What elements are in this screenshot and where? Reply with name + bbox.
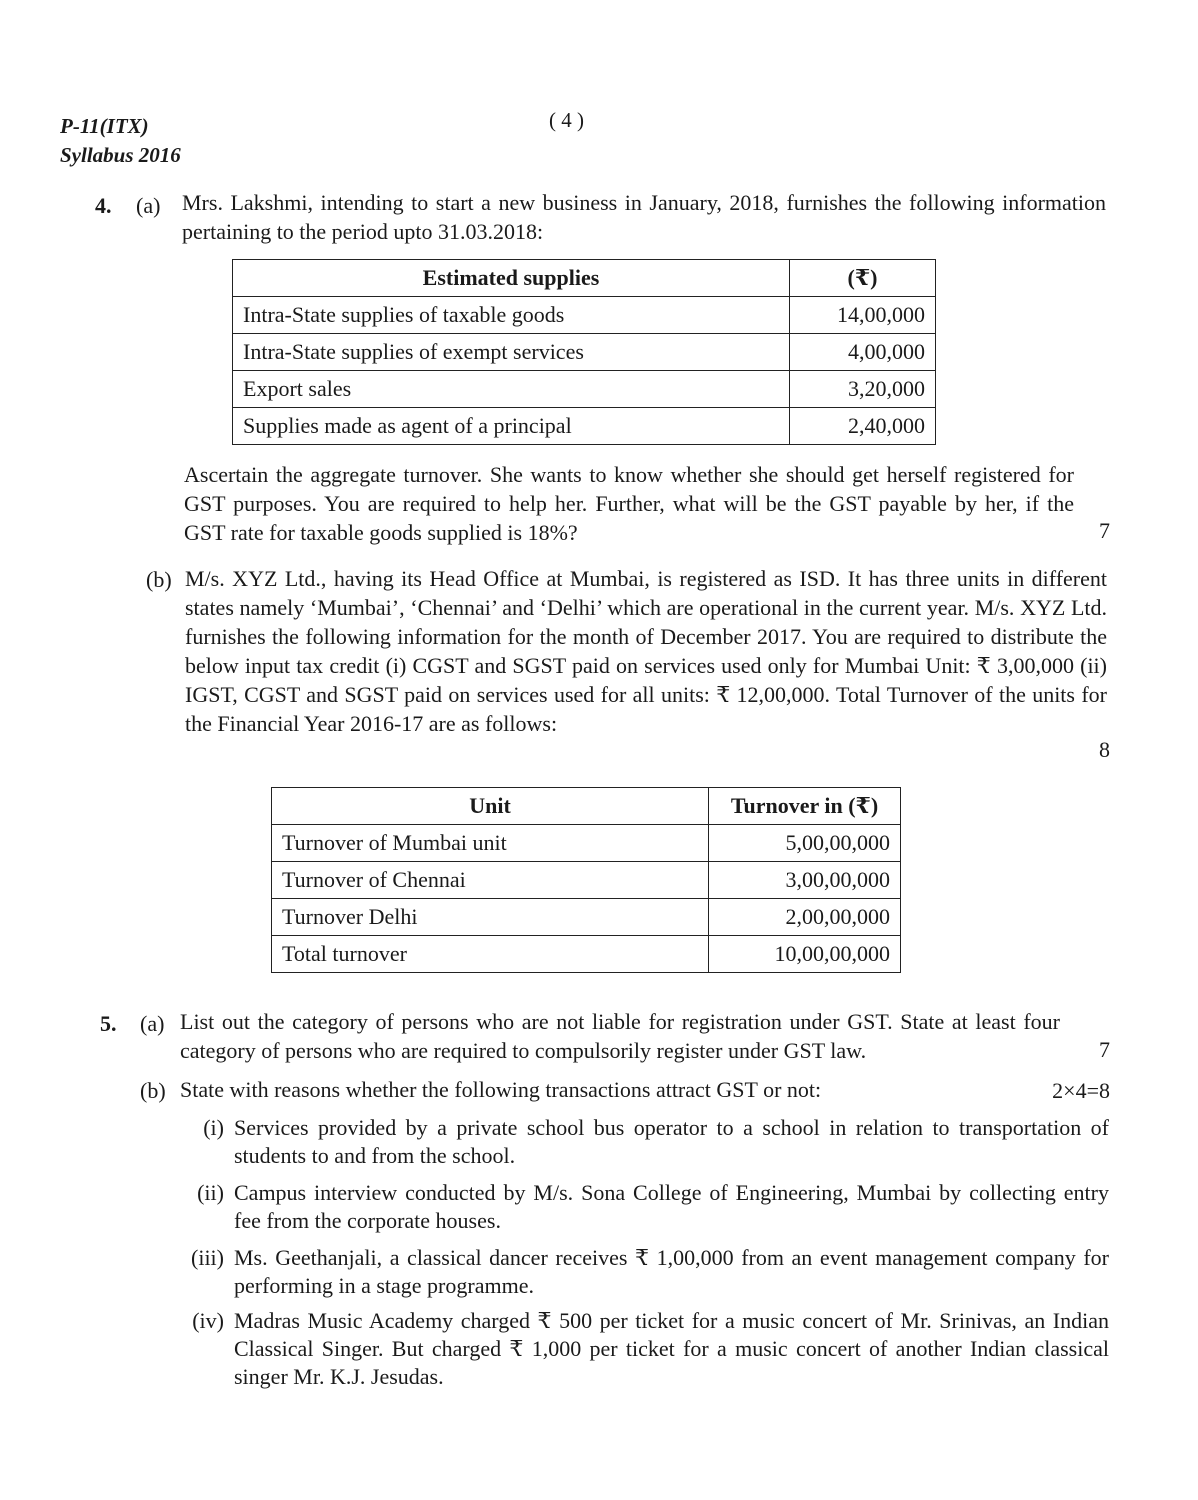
- q4a-intro: Mrs. Lakshmi, intending to start a new business in January, 2018, furnishes the following information pertaining to the period upto 31.03.2018:: [182, 190, 1106, 244]
- syllabus-year: Syllabus 2016: [60, 143, 181, 167]
- table-row: [233, 408, 936, 445]
- q4b-label: (b): [146, 567, 172, 592]
- table-row: [233, 334, 936, 371]
- table-cell: Intra-State supplies of exempt services: [233, 334, 790, 371]
- table-cell: Supplies made as agent of a principal: [233, 408, 790, 445]
- table-header-row: [272, 788, 901, 825]
- q5b-marks: 2×4=8: [1052, 1078, 1110, 1103]
- q5b-item-label: (ii): [197, 1180, 224, 1205]
- table-cell: 2,40,000: [790, 408, 936, 445]
- table-cell: Turnover Delhi: [272, 899, 709, 936]
- table-cell: Total turnover: [272, 936, 709, 973]
- q4b-text: M/s. XYZ Ltd., having its Head Office at Mumbai, is registered as ISD. It has three units in different states namely ‘Mumbai’, ‘Chennai’ and ‘Delhi’ which are operational in the current year. M/s. XYZ Ltd. furnishes the following information for the month of December 2017. You are required to distribute the below input tax credit (i) CGST and SGST paid on services used only for Mumbai Unit: ₹ 3,00,000 (ii) IGST, CGST and SGST paid on services used for all units: ₹ 12,00,000. Total Turnover of the units for the Financial Year 2016-17 are as follows:: [185, 566, 1107, 736]
- column-header: Unit: [272, 788, 709, 825]
- table-cell: 4,00,000: [790, 334, 936, 371]
- table-row: [233, 297, 936, 334]
- table-cell: Export sales: [233, 371, 790, 408]
- column-header: Turnover in (₹): [709, 788, 901, 825]
- unit-turnover-table: [271, 787, 901, 973]
- estimated-supplies-table: [232, 259, 936, 445]
- q5b-text: State with reasons whether the following transactions attract GST or not:: [180, 1077, 822, 1102]
- column-header: Estimated supplies: [233, 260, 790, 297]
- q5a-text: List out the category of persons who are not liable for registration under GST. State at least four category of persons who are required to compulsorily register under GST law.: [180, 1009, 1060, 1063]
- table-cell: 2,00,00,000: [709, 899, 901, 936]
- question-5-number: 5.: [100, 1011, 117, 1036]
- q5b-item-text: Ms. Geethanjali, a classical dancer receives ₹ 1,00,000 from an event management company for performing in a stage programme.: [234, 1245, 1109, 1298]
- q5b-item-label: (i): [203, 1115, 224, 1140]
- table-cell: Turnover of Mumbai unit: [272, 825, 709, 862]
- table-cell: Intra-State supplies of taxable goods: [233, 297, 790, 334]
- paper-header: [60, 112, 181, 170]
- table-cell: 14,00,000: [790, 297, 936, 334]
- table-cell: 3,20,000: [790, 371, 936, 408]
- column-header: (₹): [790, 260, 936, 297]
- table-row: [233, 371, 936, 408]
- table-row: [272, 899, 901, 936]
- table-cell: 5,00,00,000: [709, 825, 901, 862]
- paper-code: P-11(ITX): [60, 114, 149, 138]
- q4a-question: Ascertain the aggregate turnover. She wants to know whether she should get herself registered for GST purposes. You are required to help her. Further, what will be the GST payable by her, if the GST rate for taxable goods supplied is 18%?: [184, 462, 1074, 545]
- q5b-item-label: (iii): [191, 1245, 224, 1270]
- q5b-item-text: Campus interview conducted by M/s. Sona College of Engineering, Mumbai by collecting entry fee from the corporate houses.: [234, 1180, 1109, 1233]
- q5b-item-text: Services provided by a private school bus operator to a school in relation to transportation of students to and from the school.: [234, 1115, 1109, 1168]
- q5b-item-label: (iv): [192, 1308, 224, 1333]
- table-row: [272, 936, 901, 973]
- question-4-number: 4.: [95, 193, 112, 218]
- q4b-marks: 8: [1099, 737, 1110, 762]
- table-row: [272, 862, 901, 899]
- q5a-marks: 7: [1099, 1037, 1110, 1062]
- table-cell: 3,00,00,000: [709, 862, 901, 899]
- table-header-row: [233, 260, 936, 297]
- q4a-label: (a): [136, 193, 161, 218]
- q5b-label: (b): [140, 1078, 166, 1103]
- q4a-marks: 7: [1099, 518, 1110, 543]
- page-number: ( 4 ): [549, 108, 584, 132]
- q5b-item-text: Madras Music Academy charged ₹ 500 per ticket for a music concert of Mr. Srinivas, an Indian Classical Singer. But charged ₹ 1,000 per ticket for a music concert of another Indian classical singer Mr. K.J. Jesudas.: [234, 1308, 1109, 1389]
- q5a-label: (a): [140, 1011, 165, 1036]
- table-cell: 10,00,00,000: [709, 936, 901, 973]
- table-row: [272, 825, 901, 862]
- table-cell: Turnover of Chennai: [272, 862, 709, 899]
